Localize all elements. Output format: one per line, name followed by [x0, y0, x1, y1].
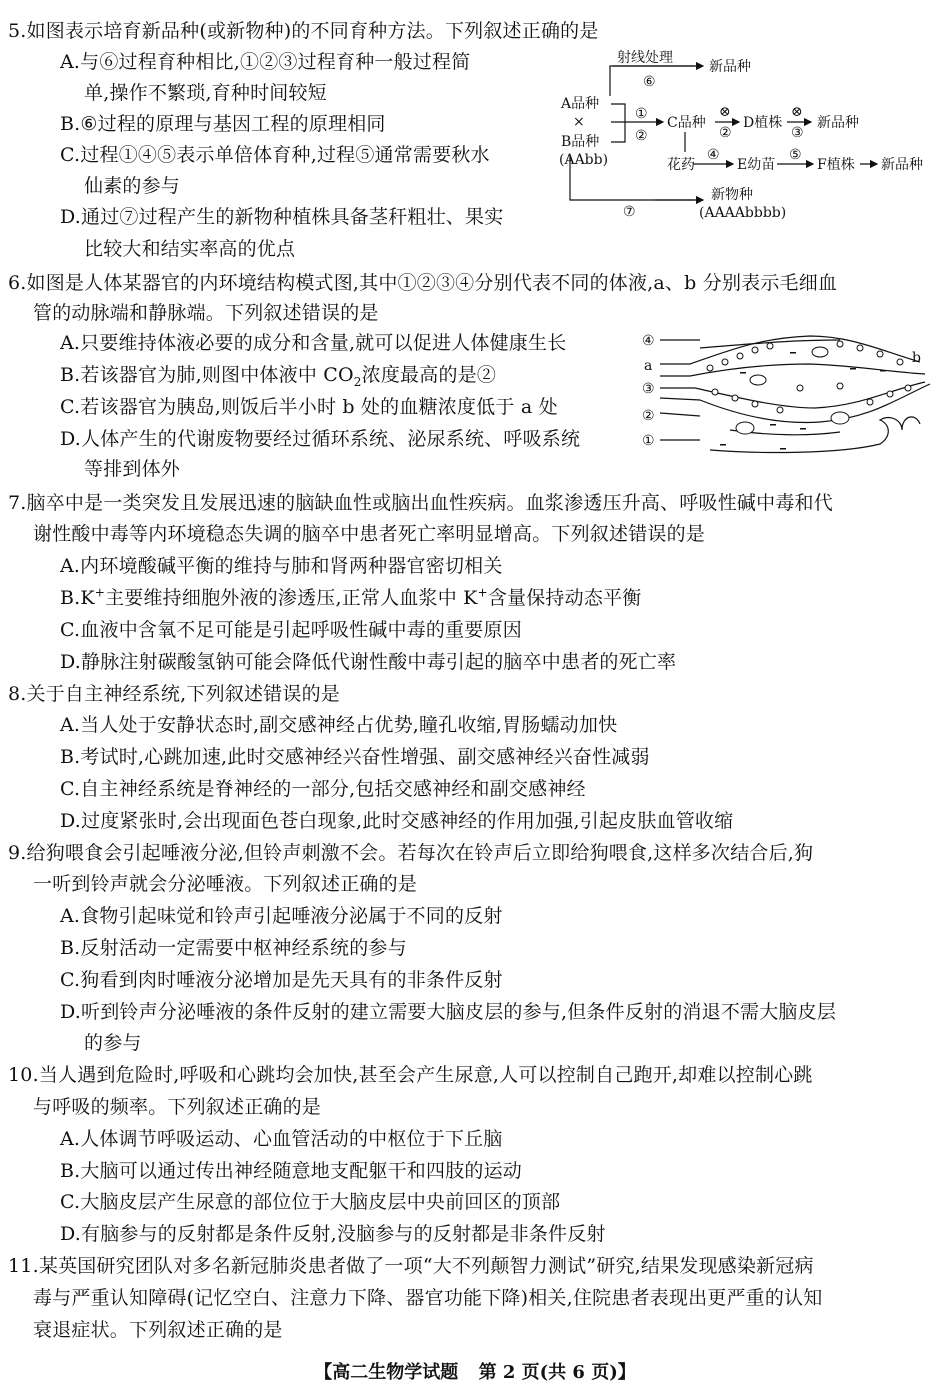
footer-title: 【高二生物学试题: [314, 1362, 459, 1383]
q9-stem: 9.给狗喂食会引起唾液分泌,但铃声刺激不会。若每次在铃声后立即给狗喂食,这样多次结合后,狗: [8, 842, 814, 864]
q8-option-c: C.自主神经系统是脊神经的一部分,包括交感神经和副交感神经: [60, 778, 586, 800]
q8-option-b: B.考试时,心跳加速,此时交感神经兴奋性增强、副交感神经兴奋性减弱: [60, 746, 650, 768]
label-n3: ③: [791, 125, 804, 141]
breeding-diagram: [555, 42, 945, 227]
label-n5: ⑤: [789, 147, 802, 163]
label-a: a: [644, 358, 653, 374]
q6-stem-cont: 管的动脉端和静脉端。下列叙述错误的是: [33, 302, 379, 324]
q8-stem: 8.关于自主神经系统,下列叙述错误的是: [8, 683, 340, 705]
page-footer: [0, 1358, 950, 1384]
q9-stem-cont: 一听到铃声就会分泌唾液。下列叙述正确的是: [33, 873, 418, 895]
tissue-diagram: [640, 328, 940, 458]
label-self1: ⊗: [719, 104, 731, 120]
q10-option-a: A.人体调节呼吸运动、心血管活动的中枢位于下丘脑: [60, 1128, 503, 1150]
q7-option-c: C.血液中含氧不足可能是引起呼吸性碱中毒的重要原因: [60, 619, 522, 641]
label-cross: ×: [573, 114, 585, 130]
label-b-genotype: (AAbb): [559, 152, 609, 168]
label-n7: ⑦: [623, 204, 636, 220]
q8-option-a: A.当人处于安静状态时,副交感神经占优势,瞳孔收缩,胃肠蠕动加快: [60, 714, 618, 736]
q10-option-d: D.有脑参与的反射都是条件反射,没脑参与的反射都是非条件反射: [60, 1223, 606, 1245]
q6-option-c: C.若该器官为胰岛,则饭后半小时 b 处的血糖浓度低于 a 处: [60, 396, 558, 418]
q9-option-a: A.食物引起味觉和铃声引起唾液分泌属于不同的反射: [60, 905, 503, 927]
q8-option-d: D.过度紧张时,会出现面色苍白现象,此时交感神经的作用加强,引起皮肤血管收缩: [60, 810, 734, 832]
label-3: ③: [642, 381, 655, 397]
q11-stem: 11.某英国研究团队对多名新冠肺炎患者做了一项“大不列颠智力测试”研究,结果发现感染新冠病: [8, 1255, 814, 1277]
label-n1: ①: [635, 106, 648, 122]
label-n6: ⑥: [643, 74, 656, 90]
label-4: ④: [642, 333, 655, 349]
label-n2: ②: [635, 128, 648, 144]
label-pollen: 花药: [667, 157, 695, 173]
q6-option-b: B.若该器官为肺,则图中体液中 $CO_2$浓度最高的是②: [60, 364, 497, 389]
label-new3: 新品种: [881, 157, 923, 173]
q11-stem-cont: 毒与严重认知障碍(记忆空白、注意力下降、器官功能下降)相关,住院患者表现出更严重的认知: [33, 1287, 823, 1309]
q9-option-d: D.听到铃声分泌唾液的条件反射的建立需要大脑皮层的参与,但条件反射的消退不需大脑皮层: [60, 1001, 837, 1023]
q5-option-c-cont: 仙素的参与: [84, 175, 181, 197]
label-c-species: C品种: [667, 115, 706, 131]
label-n4: ④: [707, 147, 720, 163]
label-a-species: A品种: [561, 96, 600, 112]
q5-option-c: C.过程①④⑤表示单倍体育种,过程⑤通常需要秋水: [60, 144, 490, 166]
q10-stem-cont: 与呼吸的频率。下列叙述正确的是: [33, 1096, 322, 1118]
label-b-species: B品种: [561, 134, 600, 150]
label-n2-under: ②: [719, 125, 732, 141]
q10-option-c: C.大脑皮层产生尿意的部位位于大脑皮层中央前回区的顶部: [60, 1191, 561, 1213]
q6-option-a: A.只要维持体液必要的成分和含量,就可以促进人体健康生长: [60, 332, 567, 354]
label-b: b: [912, 350, 921, 366]
q11-stem-cont2: 衰退症状。下列叙述正确的是: [33, 1319, 283, 1341]
label-e-seedling: E幼苗: [737, 157, 776, 173]
q5-option-a: A.与⑥过程育种相比,①②③过程育种一般过程简: [60, 51, 471, 73]
q5-stem: 5.如图表示培育新品种(或新物种)的不同育种方法。下列叙述正确的是: [8, 20, 599, 42]
q7-stem: 7.脑卒中是一类突发且发展迅速的脑缺血性或脑出血性疾病。血浆渗透压升高、呼吸性碱中毒和代: [8, 492, 833, 514]
label-new-genotype: (AAAAbbbb): [699, 205, 787, 221]
q6-option-d-cont: 等排到体外: [84, 458, 181, 480]
q5-option-a-cont: 单,操作不繁琐,育种时间较短: [84, 82, 327, 104]
q7-option-b: B.K+主要维持细胞外液的渗透压,正常人血浆中 K+含量保持动态平衡: [60, 585, 642, 609]
q5-option-d-cont: 比较大和结实率高的优点: [84, 238, 296, 260]
q7-option-a: A.内环境酸碱平衡的维持与肺和肾两种器官密切相关: [60, 555, 503, 577]
q5-option-b: B.⑥过程的原理与基因工程的原理相同: [60, 113, 386, 135]
label-new-species: 新物种: [711, 187, 753, 203]
label-new2: 新品种: [817, 115, 859, 131]
q10-stem: 10.当人遇到危险时,呼吸和心跳均会加快,甚至会产生尿意,人可以控制自己跑开,却难以控制心跳: [8, 1064, 813, 1086]
q7-option-d: D.静脉注射碳酸氢钠可能会降低代谢性酸中毒引起的脑卒中患者的死亡率: [60, 651, 677, 673]
label-f-plant: F植株: [817, 157, 855, 173]
label-d-plant: D植株: [743, 115, 783, 131]
q9-option-b: B.反射活动一定需要中枢神经系统的参与: [60, 937, 407, 959]
q6-option-d: D.人体产生的代谢废物要经过循环系统、泌尿系统、呼吸系统: [60, 428, 581, 450]
label-self2: ⊗: [791, 104, 803, 120]
label-2: ②: [642, 408, 655, 424]
label-ray: 射线处理: [617, 50, 673, 66]
label-new1: 新品种: [709, 59, 751, 75]
q6-stem: 6.如图是人体某器官的内环境结构模式图,其中①②③④分别代表不同的体液,a、b 分别表示毛细血: [8, 272, 838, 294]
q5-option-d: D.通过⑦过程产生的新物种植株具备茎秆粗壮、果实: [60, 206, 504, 228]
q7-stem-cont: 谢性酸中毒等内环境稳态失调的脑卒中患者死亡率明显增高。下列叙述错误的是: [33, 523, 706, 545]
label-1: ①: [642, 433, 655, 449]
q10-option-b: B.大脑可以通过传出神经随意地支配躯干和四肢的运动: [60, 1160, 523, 1182]
footer-page: 第 2 页(共 6 页)】: [478, 1362, 636, 1383]
q9-option-c: C.狗看到肉时唾液分泌增加是先天具有的非条件反射: [60, 969, 503, 991]
q9-option-d-cont: 的参与: [84, 1032, 142, 1054]
